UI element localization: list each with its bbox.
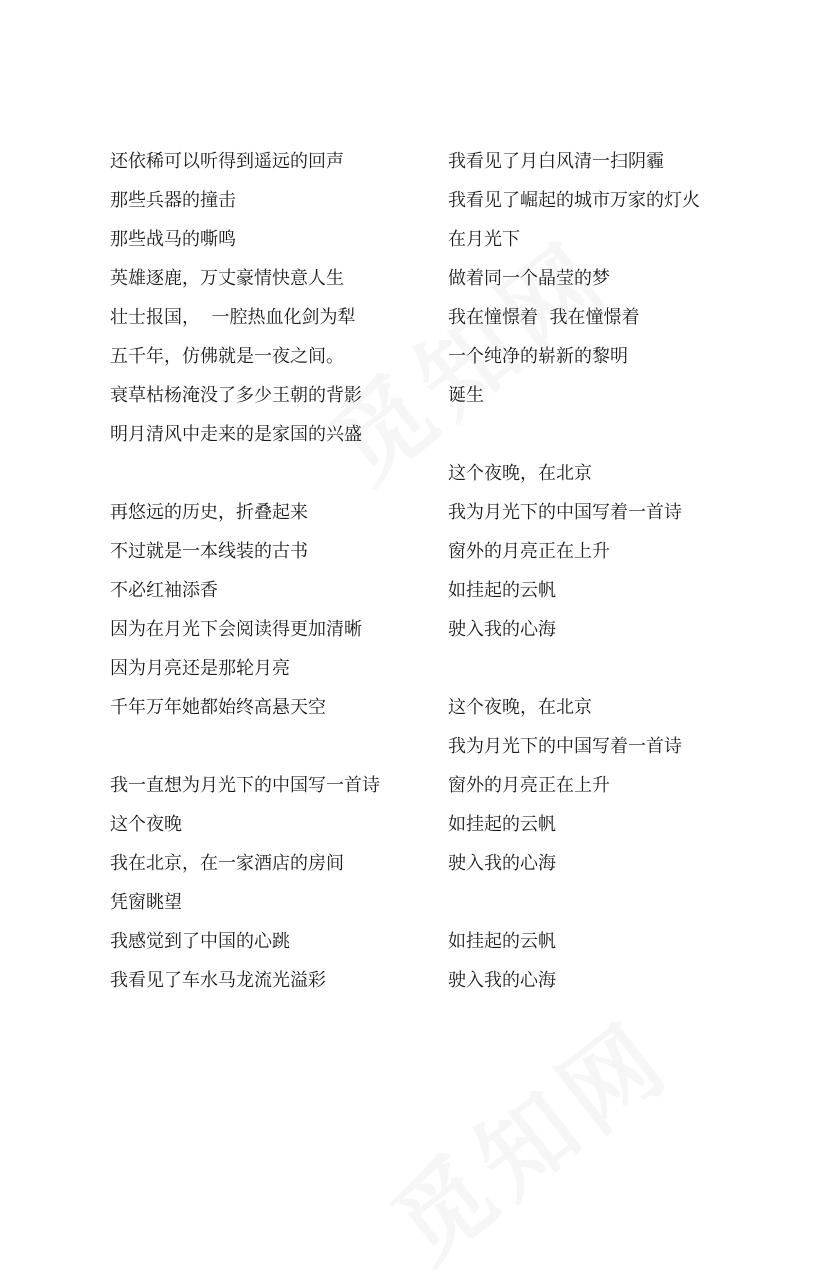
- poem-line: 诞生: [448, 385, 484, 406]
- poem-line: 还依稀可以听得到遥远的回声: [110, 151, 344, 172]
- poem-line: 凭窗眺望: [110, 892, 182, 913]
- poem-line: 如挂起的云帆: [448, 580, 556, 601]
- poem-left-column: [110, 142, 380, 1000]
- poem-line: 那些战马的嘶鸣: [110, 229, 236, 250]
- stanza-break: [448, 415, 700, 454]
- poem-line: 如挂起的云帆: [448, 814, 556, 835]
- poem-line: 我为月光下的中国写着一首诗: [448, 736, 682, 757]
- poem-line: 不过就是一本线装的古书: [110, 541, 308, 562]
- poem-line: 不必红袖添香: [110, 580, 218, 601]
- poem-line: 我看见了崛起的城市万家的灯火: [448, 190, 700, 211]
- watermark-bottom: [360, 984, 695, 1288]
- poem-line: 五千年，仿佛就是一夜之间。: [110, 346, 344, 367]
- poem-line: 这个夜晚，在北京: [448, 697, 592, 718]
- poem-line: 因为月亮还是那轮月亮: [110, 658, 290, 679]
- poem-line: 如挂起的云帆: [448, 931, 556, 952]
- poem-line: 那些兵器的撞击: [110, 190, 236, 211]
- stanza-break: [448, 649, 700, 688]
- poem-line: 我看见了月白风清一扫阴霾: [448, 151, 664, 172]
- poem-line: 壮士报国， 一腔热血化剑为犁: [110, 307, 356, 328]
- poem-line: 窗外的月亮正在上升: [448, 541, 610, 562]
- stanza-break: [110, 727, 380, 766]
- poem-line: 驶入我的心海: [448, 970, 556, 991]
- poem-line: 在月光下: [448, 229, 520, 250]
- poem-line: 做着同一个晶莹的梦: [448, 268, 610, 289]
- poem-line: 因为在月光下会阅读得更加清晰: [110, 619, 362, 640]
- poem-line: 一个纯净的崭新的黎明: [448, 346, 628, 367]
- poem-line: 我在北京，在一家酒店的房间: [110, 853, 344, 874]
- poem-line: 驶入我的心海: [448, 619, 556, 640]
- poem-line: 再悠远的历史，折叠起来: [110, 502, 308, 523]
- stanza-break: [110, 454, 380, 493]
- poem-line: 千年万年她都始终高悬天空: [110, 697, 326, 718]
- poem-line: 我为月光下的中国写着一首诗: [448, 502, 682, 523]
- poem-line: 这个夜晚，在北京: [448, 463, 592, 484]
- poem-line: 驶入我的心海: [448, 853, 556, 874]
- poem-line: 这个夜晚: [110, 814, 182, 835]
- poem-line: 我一直想为月光下的中国写一首诗: [110, 775, 380, 796]
- poem-line: 我在憧憬着 我在憧憬着: [448, 307, 640, 328]
- poem-line: 明月清风中走来的是家国的兴盛: [110, 424, 362, 445]
- poem-line: 我看见了车水马龙流光溢彩: [110, 970, 326, 991]
- poem-line: 英雄逐鹿，万丈豪情快意人生: [110, 268, 344, 289]
- poem-right-column: [448, 142, 700, 1000]
- poem-line: 窗外的月亮正在上升: [448, 775, 610, 796]
- stanza-break: [448, 883, 700, 922]
- poem-line: 我感觉到了中国的心跳: [110, 931, 290, 952]
- poem-line: 衰草枯杨淹没了多少王朝的背影: [110, 385, 362, 406]
